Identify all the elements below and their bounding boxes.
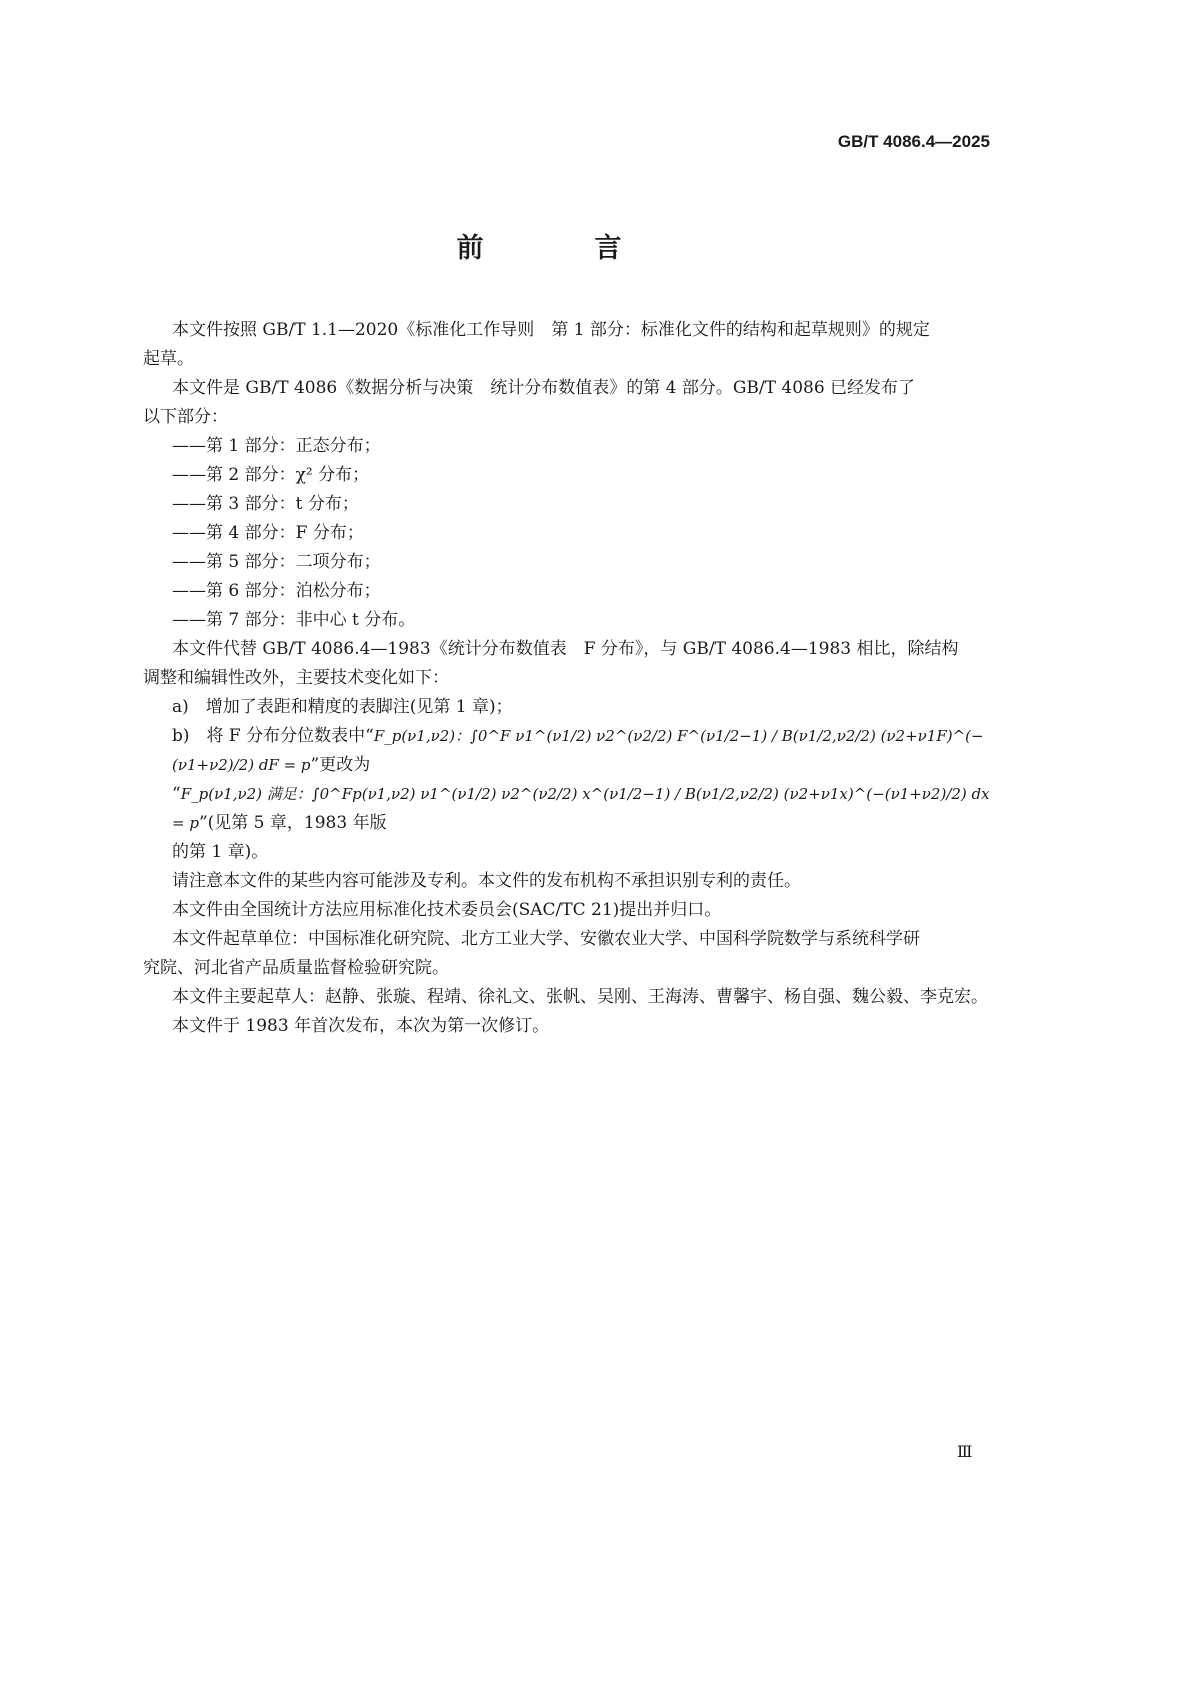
page-number: Ⅲ: [957, 1442, 973, 1461]
list-item: ——第 1 部分：正态分布；: [172, 436, 381, 456]
list-item: ——第 2 部分：χ² 分布；: [172, 465, 370, 485]
paragraph-line: 以下部分：: [143, 407, 228, 427]
change-b-mid: ”更改为: [310, 755, 371, 775]
old-formula: F_p(ν1,ν2)：∫0^F ν1^(ν1/2) ν2^(ν2/2) F^(ν1/2−1) / B(ν1/2,ν2/2) (ν2+ν1F)^(−(ν1+ν2)/2) dF = p: [172, 727, 984, 774]
document-body: [143, 316, 990, 1041]
paragraph-line: 本文件按照 GB/T 1.1—2020《标准化工作导则 第 1 部分：标准化文件的结构和起草规则》的规定: [172, 320, 930, 340]
paragraph-line: 本文件于 1983 年首次发布，本次为第一次修订。: [172, 1016, 550, 1036]
change-item-b: [143, 722, 990, 780]
change-b-suffix: ”(见第 5 章，1983 年版: [198, 813, 387, 833]
paragraph-line: 究院、河北省产品质量监督检验研究院。: [143, 958, 449, 978]
paragraph-line: 本文件代替 GB/T 4086.4—1983《统计分布数值表 F 分布》，与 GB/T 4086.4—1983 相比，除结构: [172, 639, 959, 659]
change-b-prefix: b) 将 F 分布分位数表中“: [172, 726, 374, 746]
paragraph-line: 本文件是 GB/T 4086《数据分析与决策 统计分布数值表》的第 4 部分。GB/T 4086 已经发布了: [172, 378, 916, 398]
new-formula: F_p(ν1,ν2) 满足：∫0^Fp(ν1,ν2) ν1^(ν1/2) ν2^(ν2/2) x^(ν1/2−1) / B(ν1/2,ν2/2) (ν2+ν1x)^(−(ν1+ν2)/2) dx = p: [172, 785, 990, 832]
paragraph-line: 本文件主要起草人：赵静、张璇、程靖、徐礼文、张帆、吴刚、王海涛、曹馨宇、杨自强、魏公毅、李克宏。: [172, 987, 988, 1007]
document-number: GB/T 4086.4—2025: [837, 132, 990, 151]
change-item-b-tail: 的第 1 章)。: [172, 842, 269, 862]
page-title: 前 言: [456, 233, 664, 264]
list-item: ——第 6 部分：泊松分布；: [172, 581, 381, 601]
open-quote: “: [172, 784, 181, 804]
change-item-a: a) 增加了表距和精度的表脚注(见第 1 章)；: [172, 697, 513, 717]
list-item: ——第 4 部分：F 分布；: [172, 523, 364, 543]
change-item-b-cont: [143, 780, 990, 838]
paragraph-line: 本文件由全国统计方法应用标准化技术委员会(SAC/TC 21)提出并归口。: [172, 900, 722, 920]
paragraph-line: 起草。: [143, 349, 194, 369]
paragraph-line: 调整和编辑性改外，主要技术变化如下：: [143, 668, 449, 688]
list-item: ——第 5 部分：二项分布；: [172, 552, 381, 572]
paragraph-line: 请注意本文件的某些内容可能涉及专利。本文件的发布机构不承担识别专利的责任。: [172, 871, 801, 891]
list-item: ——第 3 部分：t 分布；: [172, 494, 359, 514]
paragraph-line: 本文件起草单位：中国标准化研究院、北方工业大学、安徽农业大学、中国科学院数学与系统科学研: [172, 929, 920, 949]
list-item: ——第 7 部分：非中心 t 分布。: [172, 610, 416, 630]
